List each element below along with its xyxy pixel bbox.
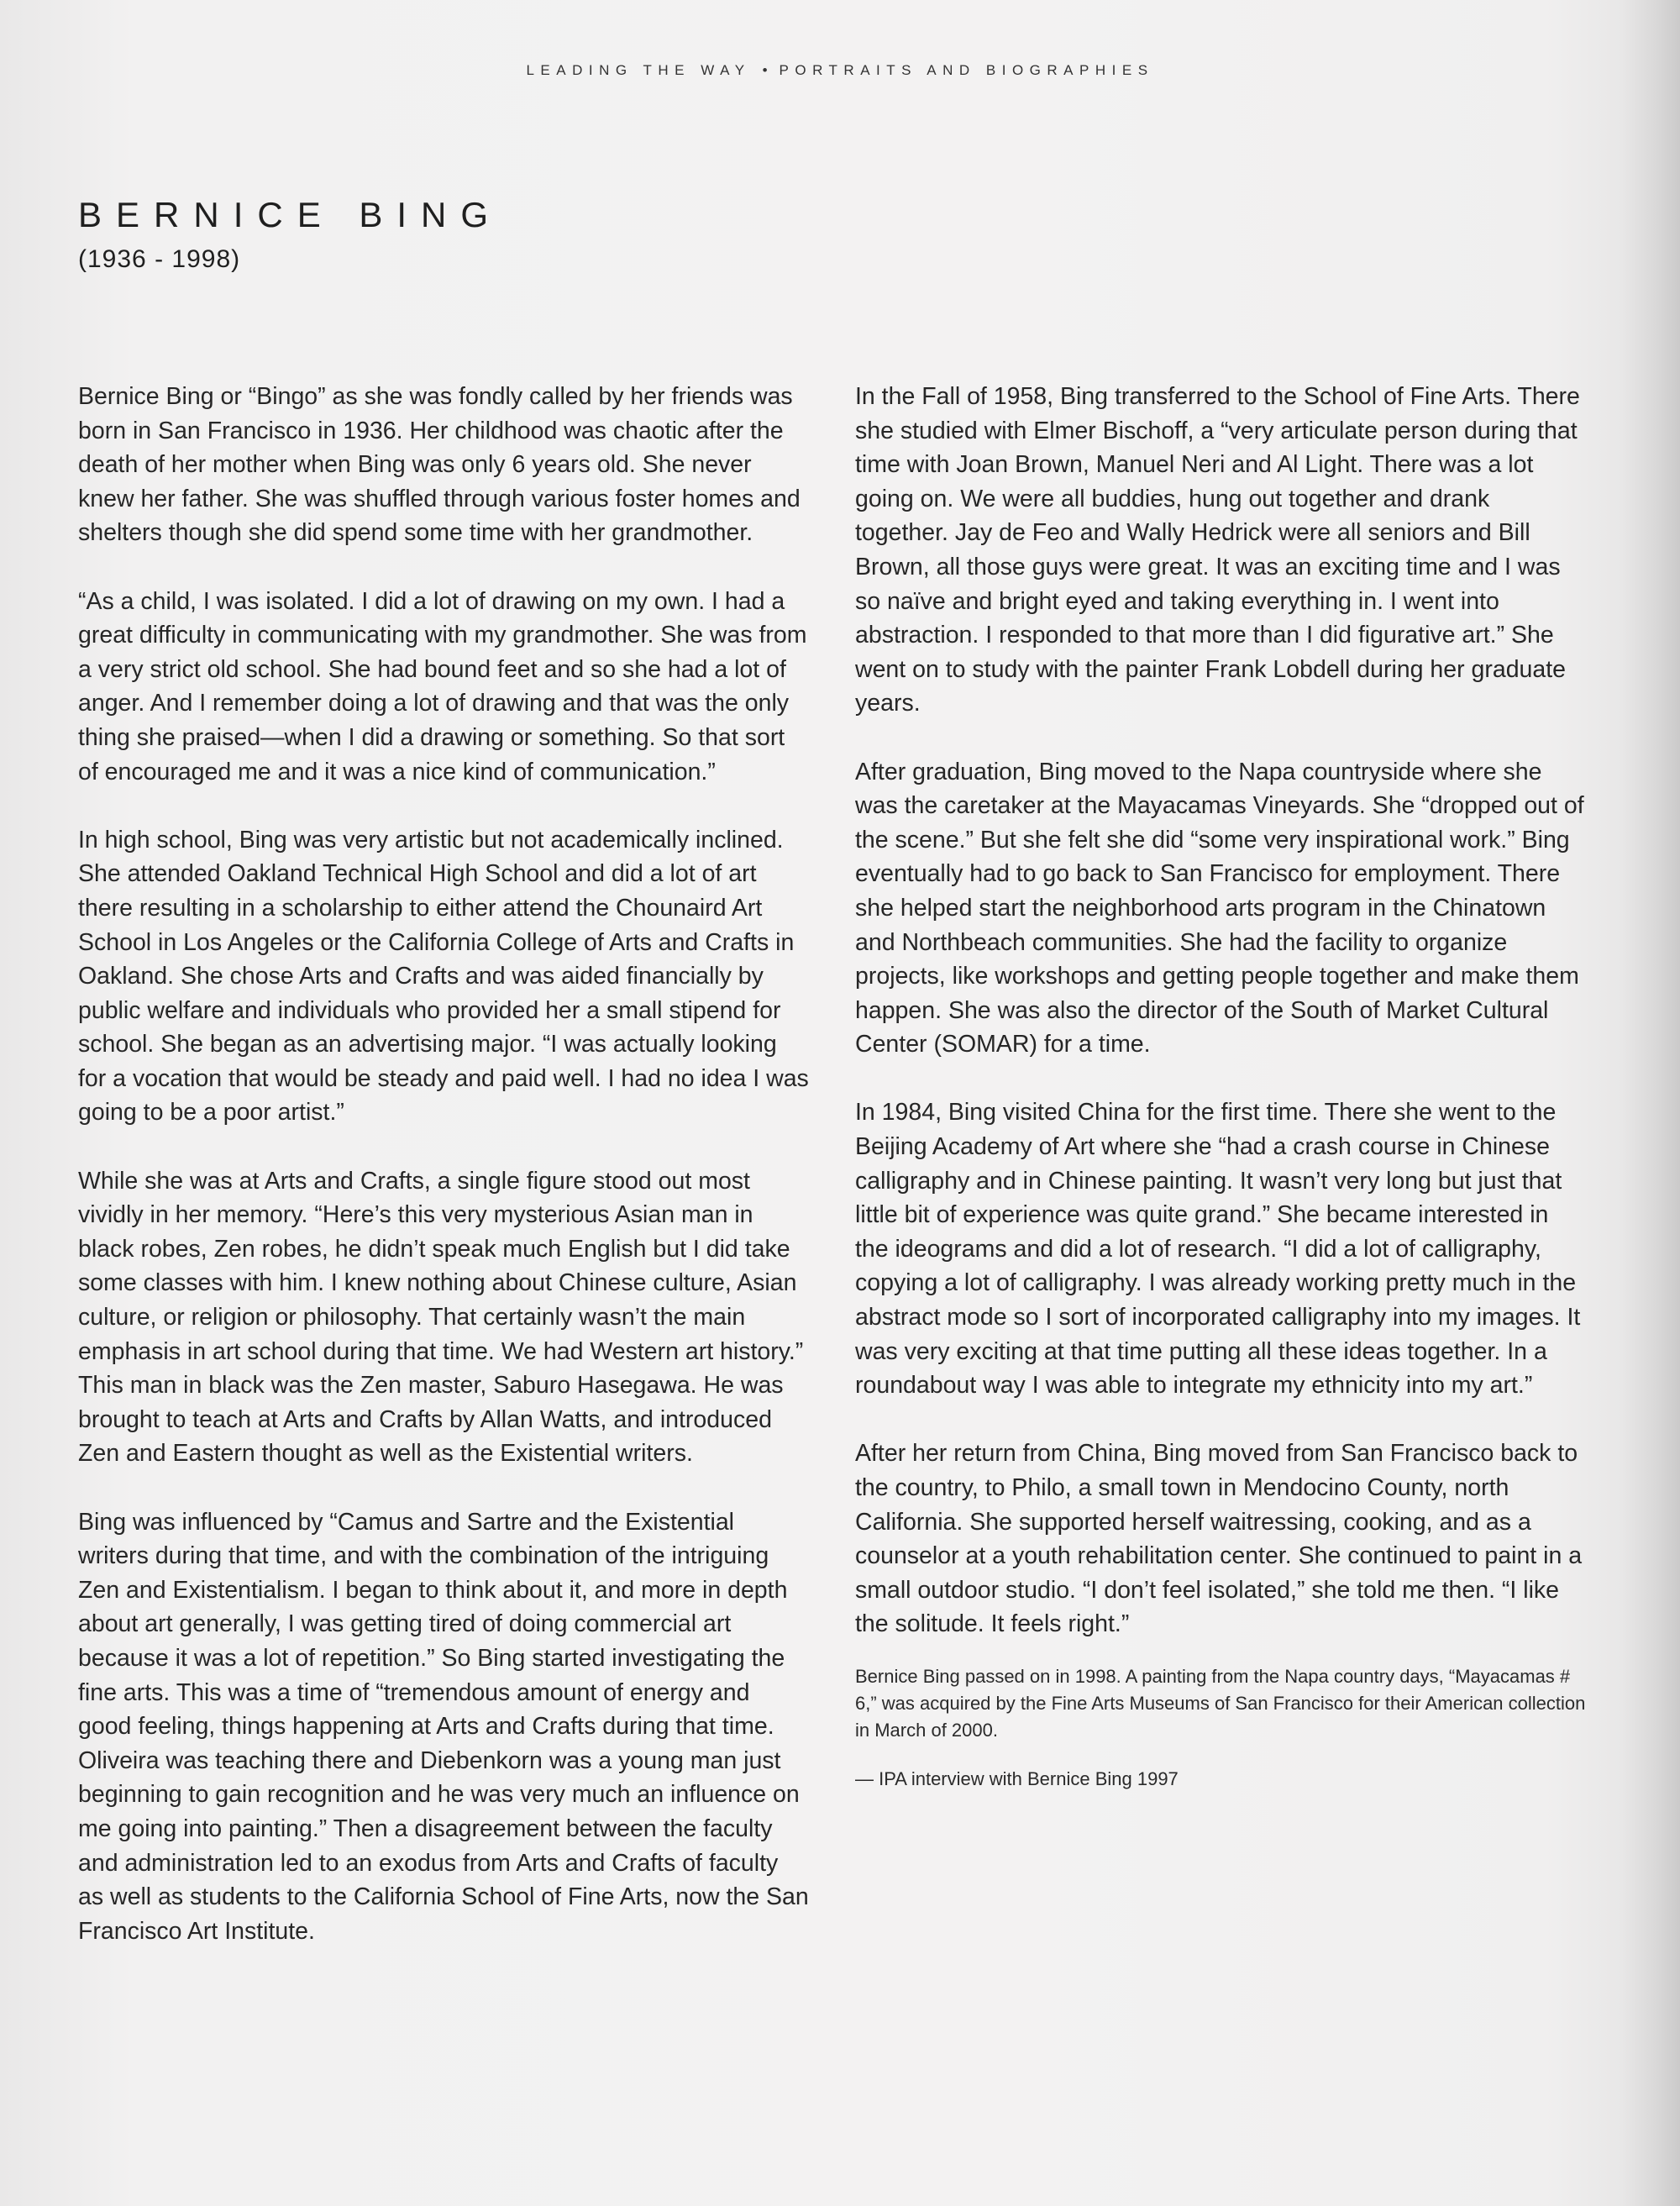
memorial-note: Bernice Bing passed on in 1998. A painting from the Napa country days, “Mayacamas # 6,” was acquired by the Fine Arts Museums of San Francisco for their American collection in March of 2000.: [855, 1665, 1586, 1741]
paragraph: Bernice Bing or “Bingo” as she was fondly called by her friends was born in San Francisco in 1936. Her childhood was chaotic after the death of her mother when Bing was only 6 years old. She never knew her father. She was shuffled through various foster homes and shelters though she did spend some time with her grandmother.: [78, 383, 801, 547]
paragraph: In high school, Bing was very artistic but not academically inclined. She attended Oakland Technical High School and did a lot of art there resulting in a scholarship to either attend the Chounaird Art School in Los Angeles or the California College of Arts and Crafts in Oakland. She chose Arts and Crafts and was aided financially by public welfare and individuals who provided her a small stipend for school. She began as an advertising major. “I was actually looking for a vocation that would be steady and paid well. I had no idea I was going to be a poor artist.”: [78, 826, 809, 1127]
paragraph: After her return from China, Bing moved from San Francisco back to the country, to Philo, a small town in Mendocino County, north California. She supported herself waitressing, cooking, and as a counselor at a youth rehabilitation center. She continued to paint in a small outdoor studio. “I don’t feel isolated,” she told me then. “I like the solitude. It feels right.”: [855, 1440, 1583, 1638]
running-head: [0, 62, 1680, 79]
paragraph: In 1984, Bing visited China for the first time. There she went to the Beijing Academy of Art where she “had a crash course in Chinese calligraphy and in Chinese painting. It wasn’t very long but just that little bit of experience was quite grand.” She became interested in the ideograms and did a lot of research. “I did a lot of calligraphy, copying a lot of calligraphy. I was already working pretty much in the abstract mode so I sort of incorporated calligraphy into my images. It was very exciting at that time putting all these ideas together. In a roundabout way I was able to integrate my ethnicity into my art.”: [855, 1099, 1581, 1400]
page-title: BERNICE BING: [78, 195, 503, 234]
life-dates: (1936 - 1998): [78, 245, 241, 273]
citation: — IPA interview with Bernice Bing 1997: [855, 1767, 1179, 1789]
paragraph: “As a child, I was isolated. I did a lot of drawing on my own. I had a great difficulty in communicating with my grandmother. She was from a very strict old school. She had bound feet and so she had a lot of anger. And I remember doing a lot of drawing and that was the only thing she praised—when I did a drawing or something. So that sort of encouraged me and it was a nice kind of communication.”: [78, 587, 807, 785]
running-head-right: PORTRAITS AND BIOGRAPHIES: [779, 62, 1154, 78]
running-head-separator: •: [762, 62, 768, 78]
spine-shadow: [1621, 0, 1680, 2206]
paragraph: While she was at Arts and Crafts, a single figure stood out most vividly in her memory. “Here’s this very mysterious Asian man in black robes, Zen robes, he didn’t speak much English but I did take some classes with him. I knew nothing about Chinese culture, Asian culture, or religion or philosophy. That certainly wasn’t the main emphasis in art school during that time. We had Western art history.” This man in black was the Zen master, Saburo Hasegawa. He was brought to teach at Arts and Crafts by Allan Watts, and introduced Zen and Eastern thought as well as the Existential writers.: [78, 1167, 804, 1468]
paragraph: In the Fall of 1958, Bing transferred to the School of Fine Arts. There she studied with Elmer Bischoff, a “very articulate person during that time with Joan Brown, Manuel Neri and Al Light. There was a lot going on. We were all buddies, hung out together and drank together. Jay de Feo and Wally Hedrick were all seniors and Bill Brown, all those guys were great. It was an exciting time and I was so naïve and bright eyed and taking everything in. I went into abstraction. I responded to that more than I did figurative art.” She went on to study with the painter Frank Lobdell during her graduate years.: [855, 383, 1580, 717]
left-column: [78, 380, 809, 1983]
paragraph: After graduation, Bing moved to the Napa countryside where she was the caretaker at the Mayacamas Vineyards. She “dropped out of the scene.” But she felt she did “some very inspirational work.” Bing eventually had to go back to San Francisco for employment. There she helped start the neighborhood arts program in the Chinatown and Northbeach communities. She had the facility to organize projects, like workshops and getting people together and make them happen. She was also the director of the South of Market Cultural Center (SOMAR) for a time.: [855, 758, 1584, 1058]
paragraph: Bing was influenced by “Camus and Sartre and the Existential writers during that time, and with the combination of the intriguing Zen and Existentialism. I began to think about it, and more in depth about art generally, I was getting tired of doing commercial art because it was a lot of repetition.” So Bing started investigating the fine arts. This was a time of “tremendous amount of energy and good feeling, things happening at Arts and Crafts during that time. Oliveira was teaching there and Diebenkorn was a young man just beginning to gain recognition and he was very much an influence on me going into painting.” Then a disagreement between the faculty and administration led to an exodus from Arts and Crafts of faculty as well as students to the California School of Fine Arts, now the San Francisco Art Institute.: [78, 1508, 809, 1945]
right-column: [855, 380, 1586, 1793]
running-head-left: LEADING THE WAY: [526, 62, 751, 78]
